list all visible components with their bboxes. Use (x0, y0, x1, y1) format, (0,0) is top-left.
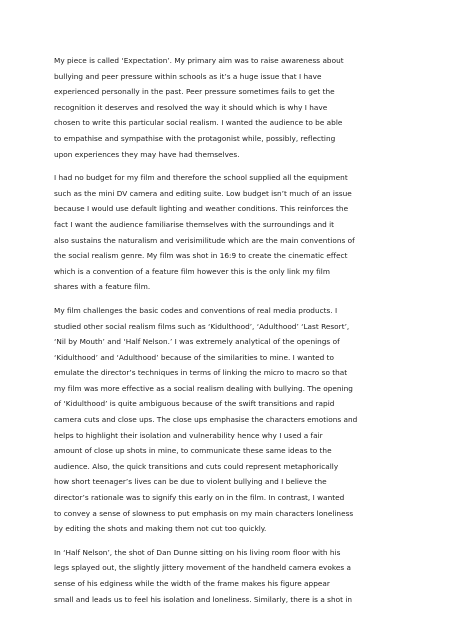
text-line: director’s rationale was to signify this early on in the film. In contrast, I wanted (54, 493, 345, 503)
text-line: bullying and peer pressure within schools as it’s a huge issue that I have (54, 71, 322, 81)
text-line: chosen to write this particular social realism. I wanted the audience to be able (54, 118, 343, 128)
text-line: to convey a sense of slowness to put emphasis on my main characters loneliness (54, 508, 354, 518)
text-line: audience. Also, the quick transitions and cuts could represent metaphorically (54, 461, 339, 471)
paragraph-3 (54, 303, 406, 537)
text-line: small and leads us to feel his isolation and loneliness. Similarly, there is a shot in (54, 594, 353, 604)
text-line: studied other social realism films such as ‘Kidulthood’, ‘Adulthood’ ‘Last Resort’, (54, 321, 350, 331)
text-line: shares with a feature film. (54, 282, 151, 292)
text-line: emulate the director’s techniques in terms of linking the micro to macro so that (54, 368, 348, 378)
text-line: to empathise and sympathise with the protagonist while, possibly, reflecting (54, 133, 336, 143)
text-line: In ‘Half Nelson’, the shot of Dan Dunne sitting on his living room floor with his (54, 547, 341, 557)
text-line: experienced personally in the past. Peer pressure sometimes fails to get the (54, 87, 335, 97)
text-line: because I would use default lighting and weather conditions. This reinforces the (54, 204, 349, 214)
paragraph-2 (54, 170, 406, 295)
text-line: my film was more effective as a social realism dealing with bullying. The opening (54, 383, 353, 393)
text-line: recognition it deserves and resolved the way it should which is why I have (54, 102, 328, 112)
text-line: how short teenager’s lives can be due to violent bullying and I believe the (54, 477, 327, 487)
text-line: fact I want the audience familiarise themselves with the surroundings and it (54, 219, 335, 229)
document-body (54, 53, 406, 615)
text-line: of ‘Kidulthood’ is quite ambiguous because of the swift transitions and rapid (54, 399, 335, 409)
text-line: My film challenges the basic codes and conventions of real media products. I (54, 305, 338, 315)
text-line: such as the mini DV camera and editing suite. Low budget isn’t much of an issue (54, 188, 352, 198)
text-line: upon experiences they may have had themselves. (54, 149, 240, 159)
text-line: I had no budget for my film and therefore the school supplied all the equipment (54, 173, 348, 183)
paragraph-1 (54, 53, 406, 162)
text-line: legs splayed out, the slightly jittery movement of the handheld camera evokes a (54, 563, 352, 573)
text-line: sense of his edginess while the width of the frame makes his figure appear (54, 579, 330, 588)
text-line: camera cuts and close ups. The close ups emphasise the characters emotions and (54, 415, 358, 425)
text-line: My piece is called ‘Expectation’. My primary aim was to raise awareness about (54, 56, 344, 65)
text-line: ‘Nil by Mouth’ and ‘Half Nelson.’ I was extremely analytical of the openings of (54, 337, 340, 347)
text-line: ‘Kidulthood’ and ‘Adulthood’ because of the similarities to mine. I wanted to (54, 352, 335, 362)
text-line: amount of close up shots in mine, to communicate these same ideas to the (54, 446, 332, 456)
text-line: helps to highlight their isolation and vulnerability hence why I used a fair (54, 430, 323, 440)
paragraph-4 (54, 545, 406, 607)
text-line: which is a convention of a feature film however this is the only link my film (54, 266, 330, 276)
text-line: the social realism genre. My film was shot in 16:9 to create the cinematic effect (54, 251, 348, 261)
text-line: by editing the shots and making them not cut too quickly. (54, 524, 267, 534)
text-line: also sustains the naturalism and verisimilitude which are the main conventions of (54, 235, 355, 245)
